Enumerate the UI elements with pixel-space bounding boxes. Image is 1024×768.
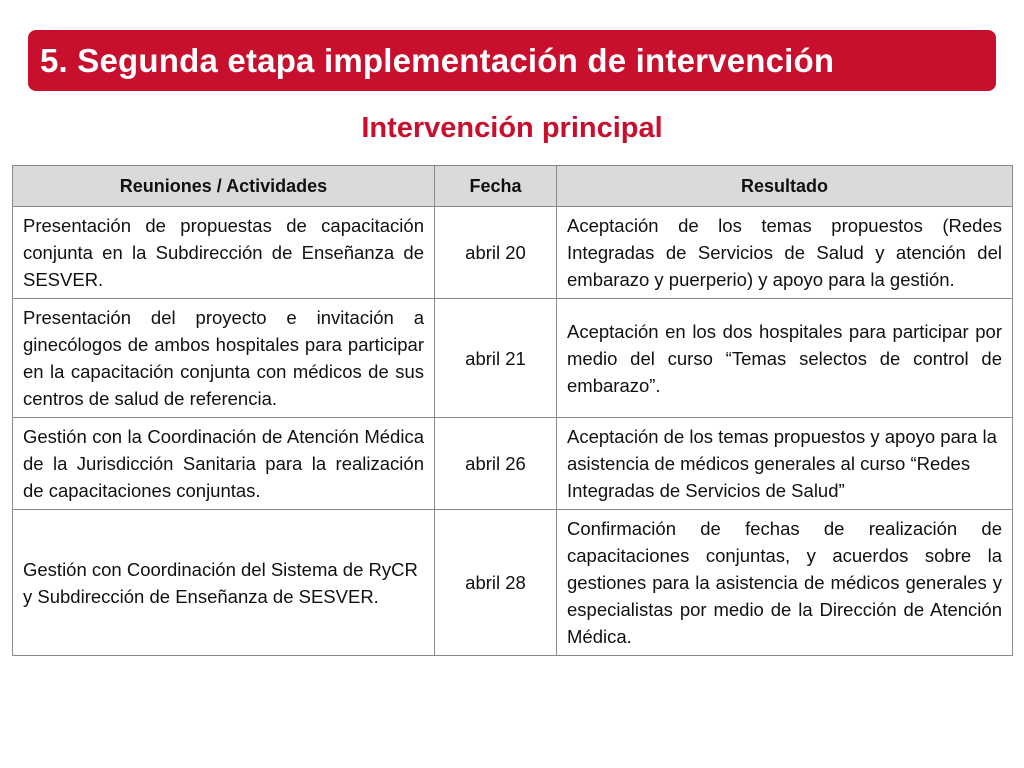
table-row	[13, 418, 1013, 510]
cell-actividad: Presentación del proyecto e invitación a ginecólogos de ambos hospitales para participar en la capacitación conjunta con médicos de sus centros de salud de referencia.	[13, 299, 435, 418]
cell-fecha: abril 21	[435, 299, 557, 418]
cell-fecha: abril 20	[435, 207, 557, 299]
title-banner	[28, 30, 996, 91]
column-header-fecha: Fecha	[435, 166, 557, 207]
table-row	[13, 299, 1013, 418]
section-subtitle: Intervención principal	[361, 112, 663, 144]
table-header-row	[13, 166, 1013, 207]
table-row	[13, 207, 1013, 299]
cell-actividad: Gestión con Coordinación del Sistema de RyCR y Subdirección de Enseñanza de SESVER.	[13, 510, 435, 656]
cell-actividad: Presentación de propuestas de capacitación conjunta en la Subdirección de Enseñanza de SESVER.	[13, 207, 435, 299]
cell-actividad: Gestión con la Coordinación de Atención Médica de la Jurisdicción Sanitaria para la realización de capacitaciones conjuntas.	[13, 418, 435, 510]
table-row	[13, 510, 1013, 656]
interventions-table	[12, 165, 1013, 656]
column-header-resultado: Resultado	[557, 166, 1013, 207]
page-title: 5. Segunda etapa implementación de intervención	[40, 41, 835, 79]
column-header-actividades: Reuniones / Actividades	[13, 166, 435, 207]
cell-resultado: Aceptación en los dos hospitales para participar por medio del curso “Temas selectos de control de embarazo”.	[557, 299, 1013, 418]
cell-resultado: Aceptación de los temas propuestos y apoyo para la asistencia de médicos generales al curso “Redes Integradas de Servicios de Salud”	[557, 418, 1013, 510]
cell-fecha: abril 28	[435, 510, 557, 656]
cell-resultado: Confirmación de fechas de realización de capacitaciones conjuntas, y acuerdos sobre la gestiones para la asistencia de médicos generales y especialistas por medio de la Dirección de Atención Médica.	[557, 510, 1013, 656]
cell-fecha: abril 26	[435, 418, 557, 510]
cell-resultado: Aceptación de los temas propuestos (Redes Integradas de Servicios de Salud y atención del embarazo y puerperio) y apoyo para la gestión.	[557, 207, 1013, 299]
